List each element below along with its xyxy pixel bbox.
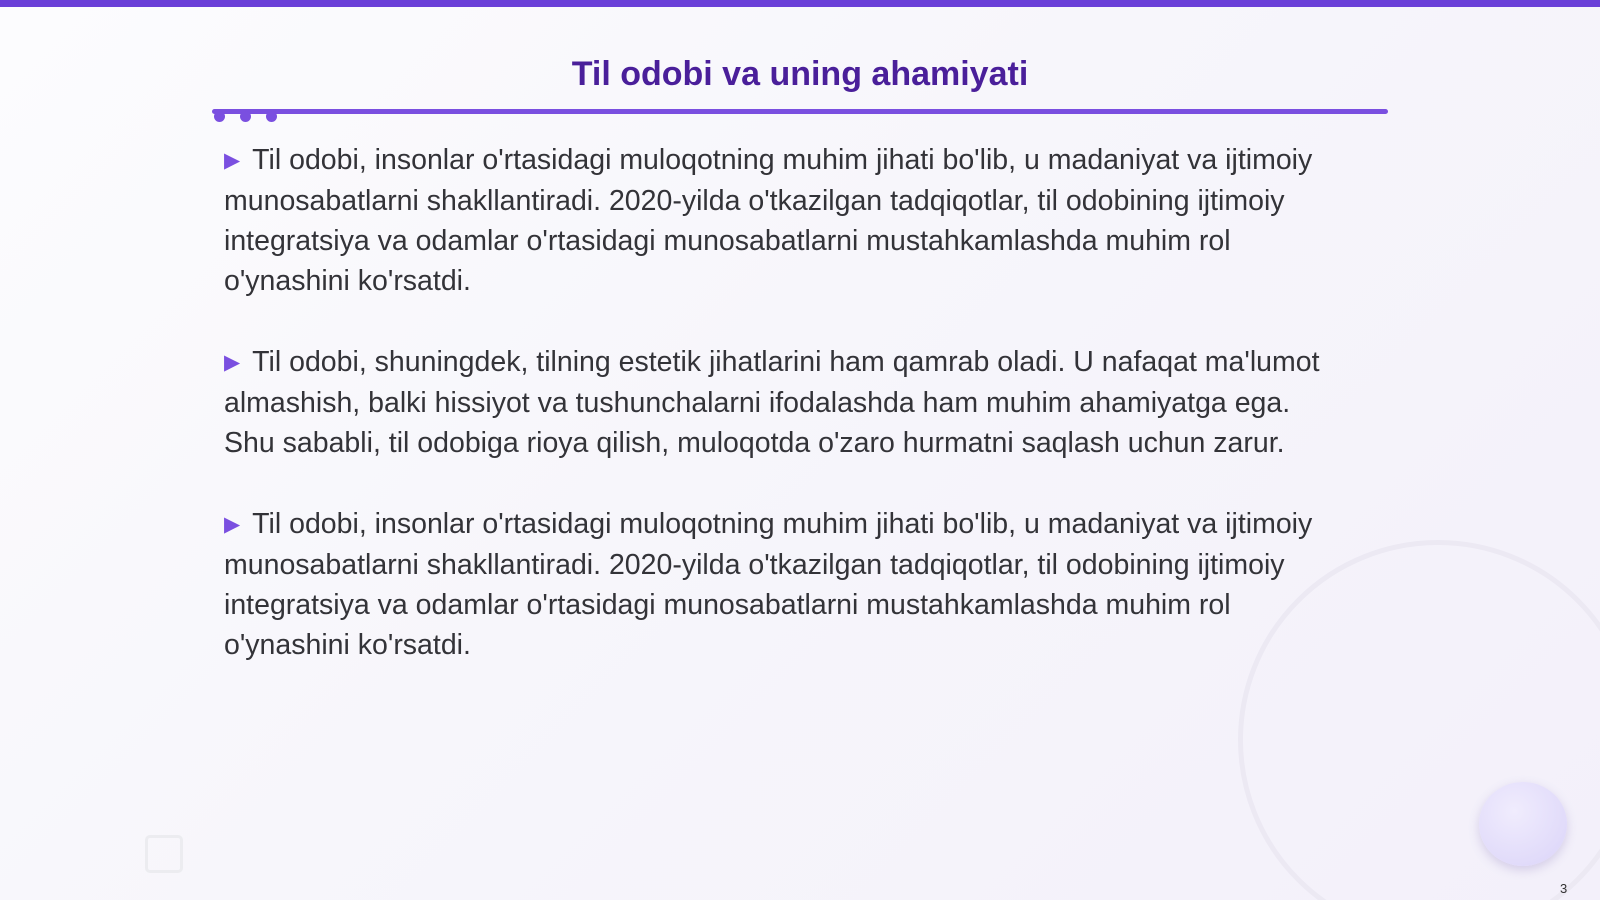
bullet-arrow-icon: ▶ <box>224 149 241 172</box>
decorative-dot <box>214 111 225 122</box>
decorative-disc <box>1479 782 1567 866</box>
top-accent-bar <box>0 0 1600 7</box>
bullet-arrow-icon: ▶ <box>224 351 241 374</box>
bullet-item <box>224 140 1324 301</box>
bullet-item <box>224 504 1324 665</box>
slide-title: Til odobi va uning ahamiyati <box>571 55 1029 93</box>
bullet-list <box>224 140 1324 706</box>
decorative-square <box>145 835 183 873</box>
bullet-arrow-icon: ▶ <box>224 513 241 536</box>
decorative-dot <box>266 111 277 122</box>
decorative-dot <box>240 111 251 122</box>
bullet-text: Til odobi, insonlar o'rtasidagi muloqotning muhim jihati bo'lib, u madaniyat va ijtimoiy munosabatlarni shakllantiradi. 2020-yilda o'tkazilgan tadqiqotlar, til odobining ijtimoiy integratsiya va odamlar o'rtasidagi munosabatlarni mustahkamlashda muhim rol o'ynashini ko'rsatdi. <box>224 144 1313 297</box>
bullet-text: Til odobi, insonlar o'rtasidagi muloqotning muhim jihati bo'lib, u madaniyat va ijtimoiy munosabatlarni shakllantiradi. 2020-yilda o'tkazilgan tadqiqotlar, til odobining ijtimoiy integratsiya va odamlar o'rtasidagi munosabatlarni mustahkamlashda muhim rol o'ynashini ko'rsatdi. <box>224 508 1313 661</box>
page-number: 3 <box>1560 881 1568 896</box>
bullet-item <box>224 342 1324 463</box>
bullet-text: Til odobi, shuningdek, tilning estetik jihatlarini ham qamrab oladi. U nafaqat ma'lumot almashish, balki hissiyot va tushunchalarni ifodalashda ham muhim ahamiyatga ega. Shu sababli, til odobiga rioya qilish, muloqotda o'zaro hurmatni saqlash uchun zarur. <box>224 346 1320 459</box>
title-underline <box>212 109 1388 114</box>
